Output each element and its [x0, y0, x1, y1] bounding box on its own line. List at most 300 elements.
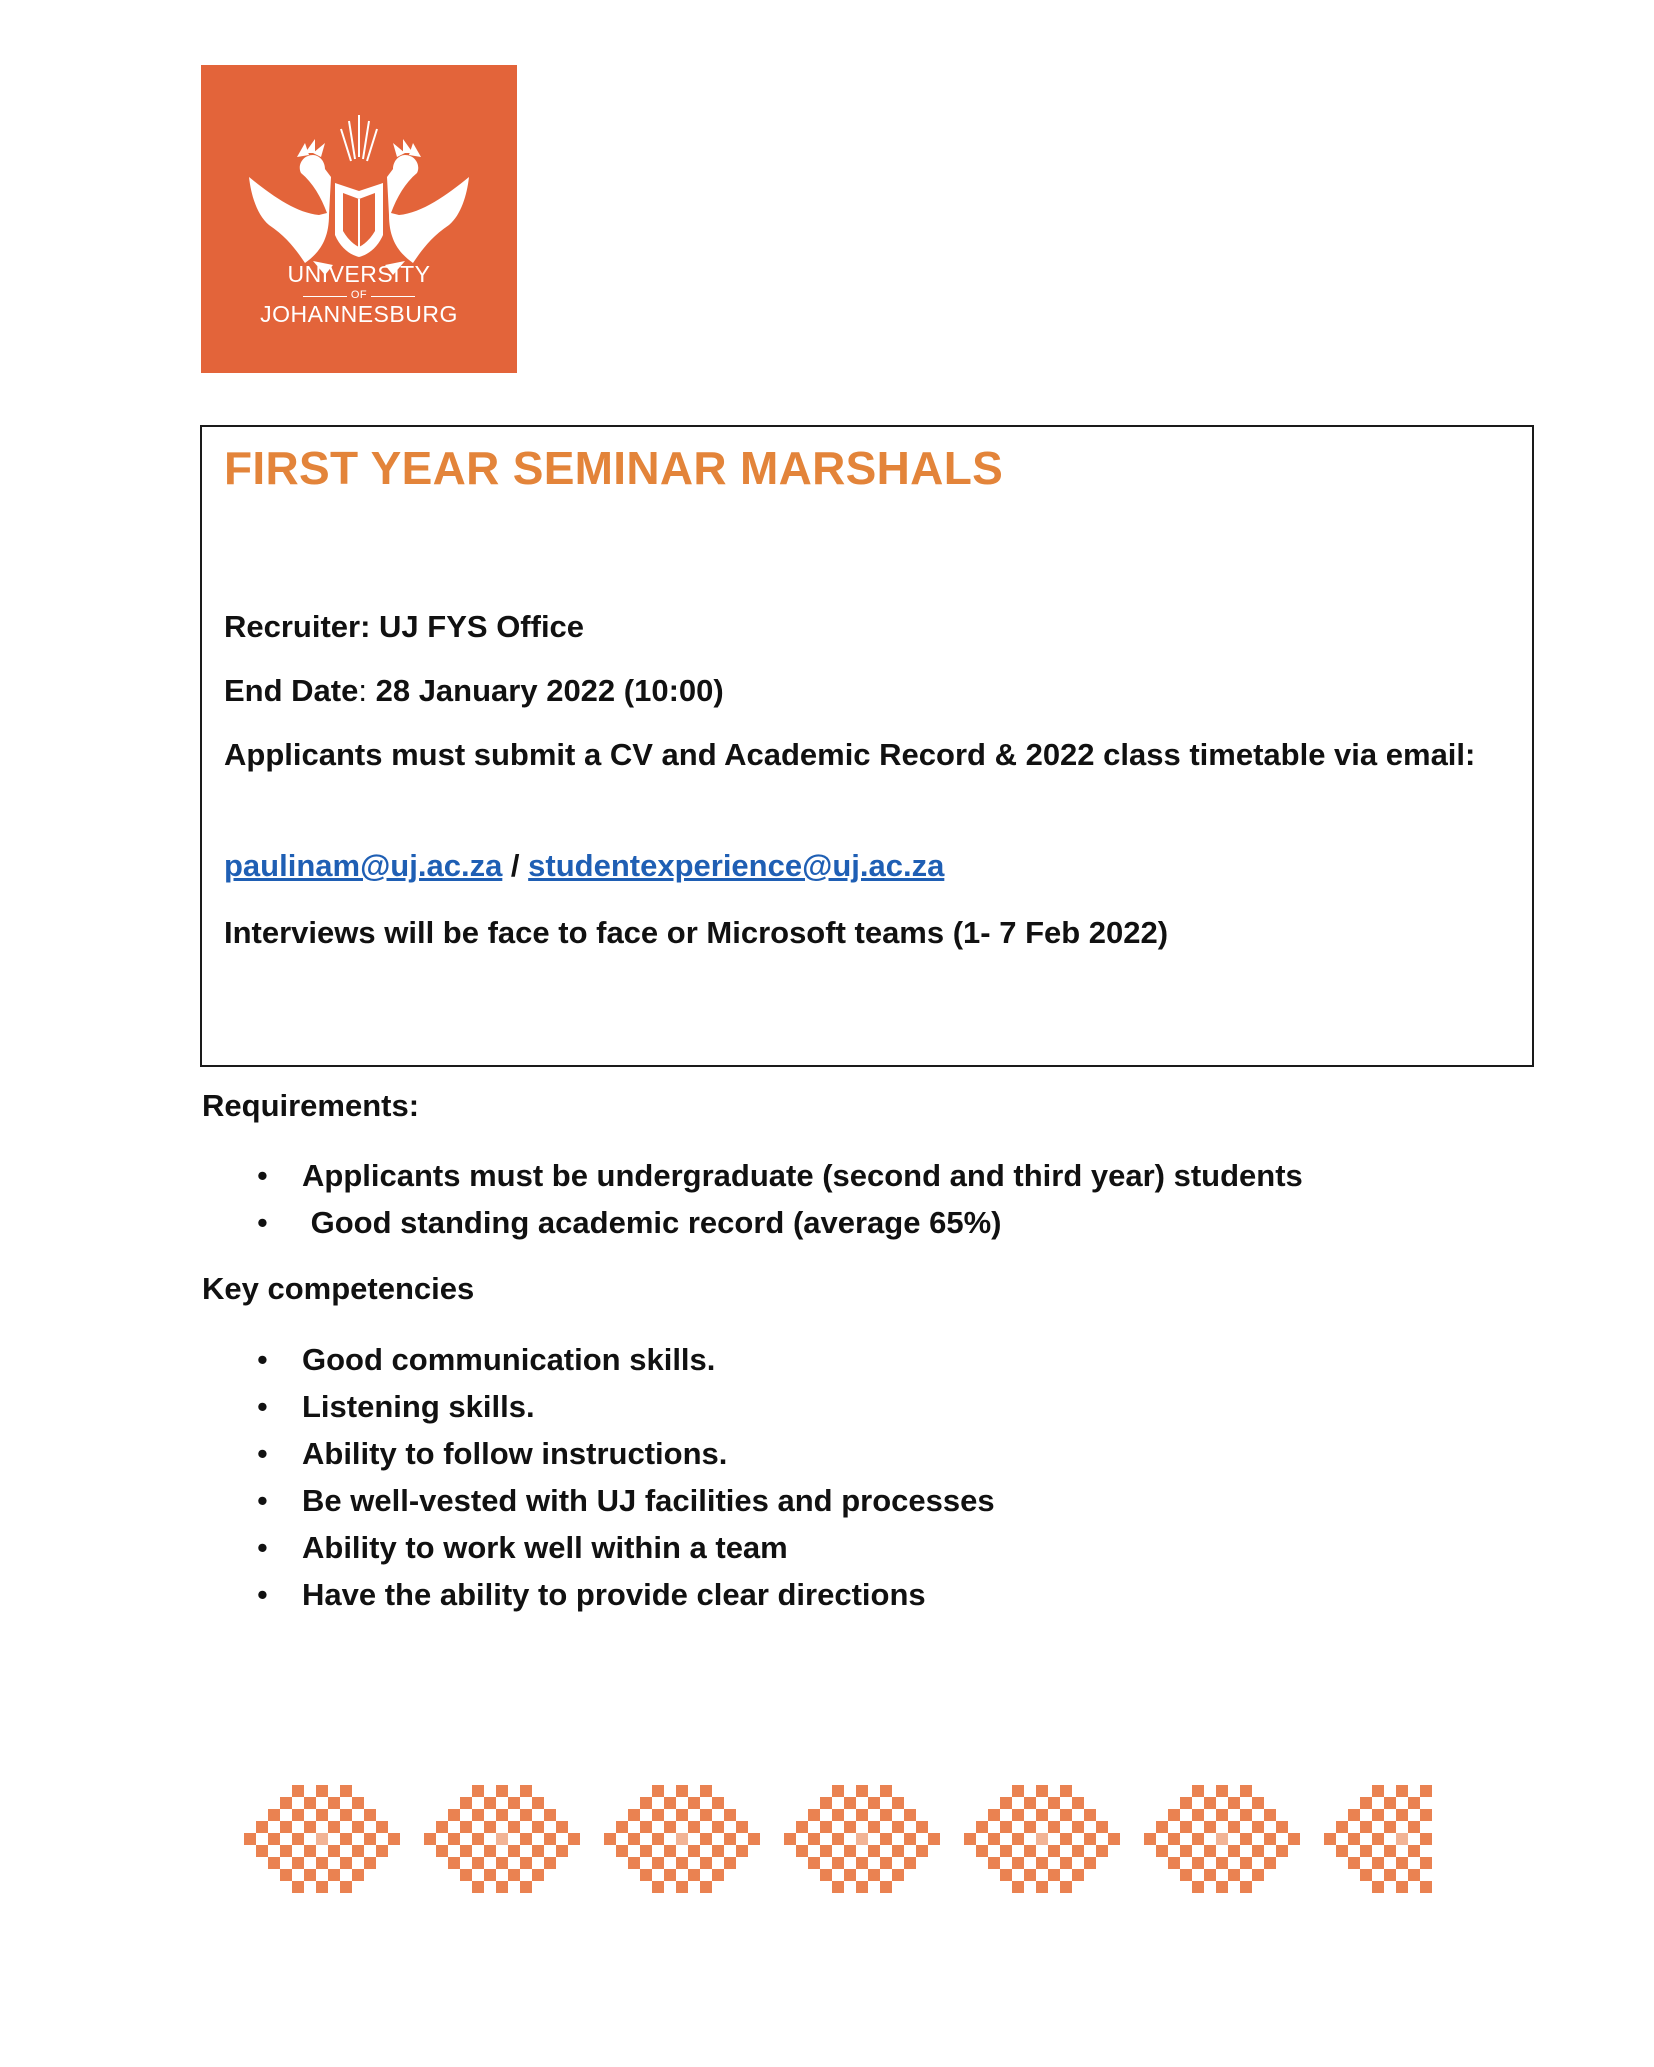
pattern-cell: [1192, 1809, 1204, 1821]
pattern-cell: [1012, 1881, 1024, 1893]
pattern-cell: [508, 1869, 520, 1881]
pattern-cell: [676, 1833, 688, 1845]
pattern-cell: [472, 1833, 484, 1845]
pattern-cell: [1036, 1857, 1048, 1869]
pattern-cell: [988, 1857, 1000, 1869]
pattern-cell: [1072, 1845, 1084, 1857]
bullet: •: [257, 1389, 268, 1424]
pattern-cell: [832, 1785, 844, 1797]
pattern-cell: [1216, 1833, 1228, 1845]
pattern-cell: [316, 1881, 328, 1893]
pattern-cell: [1240, 1857, 1252, 1869]
pattern-cell: [1072, 1869, 1084, 1881]
pattern-cell: [880, 1785, 892, 1797]
pattern-cell: [556, 1845, 568, 1857]
pattern-cell: [1168, 1857, 1180, 1869]
pattern-cell: [448, 1857, 460, 1869]
end-date-value: 28 January 2022 (10:00): [375, 673, 724, 708]
pattern-cell: [1048, 1845, 1060, 1857]
pattern-cell: [676, 1857, 688, 1869]
requirements-list: [202, 1152, 1502, 1246]
pattern-cell: [268, 1809, 280, 1821]
pattern-cell: [724, 1809, 736, 1821]
pattern-cell: [460, 1845, 472, 1857]
pattern-cell: [280, 1797, 292, 1809]
pattern-cell: [292, 1833, 304, 1845]
pattern-cell: [520, 1833, 532, 1845]
pattern-cell: [460, 1869, 472, 1881]
pattern-cell: [280, 1869, 292, 1881]
pattern-cell: [880, 1857, 892, 1869]
pattern-cell: [1276, 1845, 1288, 1857]
pattern-cell: [1360, 1845, 1372, 1857]
pattern-cell: [712, 1845, 724, 1857]
list-item: • Ability to work well within a team: [202, 1524, 1502, 1571]
pattern-cell: [904, 1809, 916, 1821]
submission-instructions: Applicants must submit a CV and Academic Record & 2022 class timetable via email:: [224, 737, 1476, 772]
pattern-cell: [976, 1845, 988, 1857]
pattern-cell: [1000, 1869, 1012, 1881]
pattern-cell: [1324, 1833, 1336, 1845]
pattern-cell: [640, 1821, 652, 1833]
pattern-cell: [688, 1845, 700, 1857]
pattern-cell: [1372, 1785, 1384, 1797]
bullet: •: [257, 1530, 268, 1565]
page-title: FIRST YEAR SEMINAR MARSHALS: [224, 442, 1004, 494]
pattern-cell: [1252, 1845, 1264, 1857]
pattern-cell: [1036, 1881, 1048, 1893]
pattern-cell: [1420, 1785, 1432, 1797]
pattern-cell: [844, 1845, 856, 1857]
pattern-cell: [1012, 1857, 1024, 1869]
pattern-cell: [724, 1857, 736, 1869]
list-item: • Have the ability to provide clear directions: [202, 1571, 1502, 1618]
pattern-cell: [292, 1809, 304, 1821]
pattern-cell: [1408, 1869, 1420, 1881]
pattern-cell: [340, 1785, 352, 1797]
pattern-cell: [1180, 1845, 1192, 1857]
pattern-cell: [1264, 1809, 1276, 1821]
pattern-cell: [1228, 1797, 1240, 1809]
pattern-cell: [1024, 1821, 1036, 1833]
pattern-cell: [844, 1821, 856, 1833]
pattern-cell: [796, 1821, 808, 1833]
pattern-cell: [484, 1845, 496, 1857]
requirements-heading: Requirements:: [202, 1088, 420, 1123]
pattern-cell: [1384, 1869, 1396, 1881]
pattern-cell: [256, 1845, 268, 1857]
pattern-cell: [712, 1797, 724, 1809]
logo-line-johannesburg: JOHANNESBURG: [260, 301, 458, 327]
pattern-cell: [1024, 1869, 1036, 1881]
pattern-cell: [1192, 1785, 1204, 1797]
pattern-cell: [892, 1821, 904, 1833]
pattern-cell: [1360, 1797, 1372, 1809]
pattern-cell: [316, 1833, 328, 1845]
pattern-cell: [316, 1857, 328, 1869]
pattern-cell: [1396, 1833, 1408, 1845]
pattern-cell: [1084, 1809, 1096, 1821]
logo-rule-right: [371, 296, 415, 297]
pattern-cell: [832, 1809, 844, 1821]
pattern-cell: [1252, 1797, 1264, 1809]
pattern-cell: [1420, 1833, 1432, 1845]
pattern-cell: [292, 1881, 304, 1893]
pattern-cell: [688, 1869, 700, 1881]
pattern-cell: [1036, 1833, 1048, 1845]
pattern-cell: [328, 1869, 340, 1881]
pattern-cell: [520, 1785, 532, 1797]
pattern-cell: [496, 1785, 508, 1797]
pattern-cell: [352, 1869, 364, 1881]
competencies-list: [202, 1336, 1502, 1618]
pattern-cell: [508, 1797, 520, 1809]
pattern-cell: [856, 1785, 868, 1797]
pattern-cell: [304, 1797, 316, 1809]
pattern-cell: [1360, 1821, 1372, 1833]
pattern-cell: [988, 1833, 1000, 1845]
pattern-cell: [268, 1833, 280, 1845]
interviews-line: Interviews will be face to face or Microsoft teams (1- 7 Feb 2022): [224, 915, 1169, 950]
list-item: • Good communication skills.: [202, 1336, 1502, 1383]
pattern-cell: [1264, 1857, 1276, 1869]
pattern-cell: [1072, 1821, 1084, 1833]
pattern-cell: [1060, 1785, 1072, 1797]
pattern-cell: [520, 1857, 532, 1869]
pattern-cell: [316, 1809, 328, 1821]
pattern-cell: [700, 1833, 712, 1845]
pattern-cell: [1252, 1869, 1264, 1881]
pattern-cell: [700, 1785, 712, 1797]
pattern-cell: [1168, 1809, 1180, 1821]
list-item: • Ability to follow instructions.: [202, 1430, 1502, 1477]
pattern-cell: [388, 1833, 400, 1845]
pattern-cell: [1420, 1881, 1432, 1893]
pattern-cell: [1384, 1845, 1396, 1857]
pattern-cell: [1108, 1833, 1120, 1845]
pattern-cell: [1264, 1833, 1276, 1845]
pattern-cell: [1180, 1869, 1192, 1881]
pattern-cell: [1408, 1797, 1420, 1809]
pattern-cell: [664, 1869, 676, 1881]
pattern-cell: [496, 1881, 508, 1893]
pattern-cell: [472, 1881, 484, 1893]
pattern-cell: [544, 1809, 556, 1821]
pattern-cell: [328, 1845, 340, 1857]
pattern-cell: [784, 1833, 796, 1845]
pattern-cell: [340, 1857, 352, 1869]
pattern-cell: [1000, 1845, 1012, 1857]
pattern-cell: [1204, 1821, 1216, 1833]
list-item: • Be well-vested with UJ facilities and processes: [202, 1477, 1502, 1524]
pattern-cell: [700, 1881, 712, 1893]
pattern-cell: [340, 1881, 352, 1893]
pattern-cell: [676, 1881, 688, 1893]
pattern-cell: [652, 1809, 664, 1821]
pattern-cell: [820, 1797, 832, 1809]
pattern-cell: [700, 1809, 712, 1821]
pattern-cell: [688, 1821, 700, 1833]
pattern-cell: [1192, 1857, 1204, 1869]
pattern-cell: [832, 1857, 844, 1869]
pattern-cell: [820, 1845, 832, 1857]
end-date-line: [224, 669, 1504, 713]
pattern-cell: [1228, 1845, 1240, 1857]
pattern-cell: [460, 1821, 472, 1833]
pattern-cell: [1024, 1845, 1036, 1857]
pattern-cell: [1420, 1809, 1432, 1821]
pattern-cell: [1288, 1833, 1300, 1845]
pattern-cell: [616, 1845, 628, 1857]
pattern-cell: [1228, 1869, 1240, 1881]
pattern-cell: [868, 1821, 880, 1833]
pattern-cell: [544, 1857, 556, 1869]
pattern-cell: [472, 1809, 484, 1821]
pattern-cell: [748, 1833, 760, 1845]
pattern-cell: [472, 1785, 484, 1797]
logo-line-of: OF: [350, 289, 368, 301]
pattern-cell: [892, 1797, 904, 1809]
pattern-cell: [328, 1821, 340, 1833]
pattern-cell: [1372, 1833, 1384, 1845]
pattern-cell: [832, 1881, 844, 1893]
pattern-cell: [976, 1821, 988, 1833]
pattern-cell: [1240, 1785, 1252, 1797]
pattern-cell: [964, 1833, 976, 1845]
end-date-separator: :: [358, 673, 376, 708]
pattern-cell: [808, 1857, 820, 1869]
bullet: •: [257, 1436, 268, 1471]
pattern-cell: [1396, 1857, 1408, 1869]
pattern-cell: [628, 1833, 640, 1845]
pattern-cell: [1252, 1821, 1264, 1833]
pattern-cell: [484, 1869, 496, 1881]
pattern-cell: [1036, 1809, 1048, 1821]
pattern-cell: [664, 1845, 676, 1857]
pattern-cell: [472, 1857, 484, 1869]
pattern-cell: [376, 1845, 388, 1857]
pattern-cell: [532, 1869, 544, 1881]
pattern-cell: [1372, 1881, 1384, 1893]
pattern-cell: [1240, 1881, 1252, 1893]
pattern-cell: [448, 1833, 460, 1845]
pattern-cell: [856, 1857, 868, 1869]
pattern-cell: [928, 1833, 940, 1845]
pattern-cell: [1168, 1833, 1180, 1845]
pattern-cell: [292, 1857, 304, 1869]
pattern-cell: [1024, 1797, 1036, 1809]
pattern-cell: [1012, 1785, 1024, 1797]
list-item: • Good standing academic record (average 65%): [202, 1199, 1502, 1246]
list-item: • Applicants must be undergraduate (second and third year) students: [202, 1152, 1502, 1199]
email-line: [224, 844, 1504, 888]
email-separator: /: [502, 848, 529, 883]
pattern-cell: [484, 1821, 496, 1833]
pattern-cell: [496, 1833, 508, 1845]
pattern-cell: [352, 1797, 364, 1809]
pattern-cell: [820, 1869, 832, 1881]
pattern-cell: [808, 1833, 820, 1845]
pattern-cell: [268, 1857, 280, 1869]
pattern-cell: [604, 1833, 616, 1845]
pattern-cell: [700, 1857, 712, 1869]
pattern-cell: [1180, 1821, 1192, 1833]
pattern-cell: [520, 1881, 532, 1893]
pattern-cell: [520, 1809, 532, 1821]
pattern-cell: [1012, 1809, 1024, 1821]
pattern-cell: [1276, 1821, 1288, 1833]
pattern-cell: [1096, 1821, 1108, 1833]
pattern-cell: [364, 1857, 376, 1869]
bullet: •: [257, 1158, 268, 1193]
pattern-cell: [376, 1821, 388, 1833]
pattern-cell: [868, 1869, 880, 1881]
competencies-heading: Key competencies: [202, 1271, 475, 1306]
job-info-box: [200, 425, 1534, 1067]
recruiter-label: Recruiter:: [224, 609, 380, 644]
pattern-cell: [1156, 1821, 1168, 1833]
pattern-cell: [1204, 1869, 1216, 1881]
pattern-cell: [508, 1821, 520, 1833]
pattern-cell: [1348, 1833, 1360, 1845]
pattern-cell: [736, 1845, 748, 1857]
pattern-cell: [664, 1821, 676, 1833]
pattern-cell: [340, 1809, 352, 1821]
pattern-cell: [1336, 1821, 1348, 1833]
pattern-cell: [1216, 1857, 1228, 1869]
logo-line-university: UNIVERSITY: [287, 261, 431, 287]
email-link-paulinam[interactable]: paulinam@uj.ac.za: [224, 848, 503, 883]
pattern-cell: [496, 1857, 508, 1869]
pattern-cell: [304, 1821, 316, 1833]
pattern-cell: [1048, 1821, 1060, 1833]
pattern-cell: [904, 1833, 916, 1845]
pattern-cell: [568, 1833, 580, 1845]
pattern-cell: [736, 1821, 748, 1833]
pattern-cell: [1192, 1881, 1204, 1893]
pattern-cell: [1096, 1845, 1108, 1857]
pattern-cell: [652, 1785, 664, 1797]
pattern-cell: [1000, 1821, 1012, 1833]
pattern-cell: [652, 1881, 664, 1893]
bullet: •: [257, 1483, 268, 1518]
pattern-cell: [256, 1821, 268, 1833]
pattern-cell: [832, 1833, 844, 1845]
pattern-cell: [1048, 1797, 1060, 1809]
pattern-cell: [676, 1809, 688, 1821]
pattern-cell: [304, 1869, 316, 1881]
pattern-cell: [280, 1845, 292, 1857]
pattern-cell: [652, 1833, 664, 1845]
bullet: •: [257, 1577, 268, 1612]
pattern-cell: [1408, 1845, 1420, 1857]
pattern-cell: [328, 1797, 340, 1809]
pattern-cell: [844, 1869, 856, 1881]
pattern-cell: [436, 1821, 448, 1833]
pattern-cell: [1384, 1797, 1396, 1809]
pattern-cell: [916, 1845, 928, 1857]
pattern-cell: [1000, 1797, 1012, 1809]
pattern-cell: [1084, 1833, 1096, 1845]
pattern-cell: [796, 1845, 808, 1857]
pattern-cell: [1372, 1857, 1384, 1869]
pattern-cell: [640, 1869, 652, 1881]
pattern-cell: [340, 1833, 352, 1845]
pattern-cell: [484, 1797, 496, 1809]
pattern-cell: [364, 1833, 376, 1845]
pattern-cell: [1084, 1857, 1096, 1869]
pattern-cell: [1408, 1821, 1420, 1833]
pattern-cell: [1204, 1797, 1216, 1809]
pattern-cell: [868, 1845, 880, 1857]
pattern-cell: [352, 1821, 364, 1833]
pattern-cell: [1012, 1833, 1024, 1845]
pattern-cell: [1228, 1821, 1240, 1833]
pattern-cell: [1072, 1797, 1084, 1809]
pattern-cell: [460, 1797, 472, 1809]
pattern-cell: [712, 1821, 724, 1833]
pattern-cell: [1348, 1809, 1360, 1821]
pattern-cell: [880, 1833, 892, 1845]
pattern-cell: [1144, 1833, 1156, 1845]
pattern-cell: [532, 1797, 544, 1809]
pattern-cell: [856, 1809, 868, 1821]
pattern-cell: [352, 1845, 364, 1857]
pattern-cell: [880, 1809, 892, 1821]
pattern-cell: [1360, 1869, 1372, 1881]
pattern-cell: [316, 1785, 328, 1797]
recruiter-value: UJ FYS Office: [379, 609, 585, 644]
pattern-cell: [532, 1845, 544, 1857]
bullet: •: [257, 1342, 268, 1377]
pattern-cell: [868, 1797, 880, 1809]
pattern-cell: [1348, 1857, 1360, 1869]
pattern-cell: [1396, 1881, 1408, 1893]
pattern-cell: [1240, 1809, 1252, 1821]
pattern-cell: [292, 1785, 304, 1797]
pattern-cell: [616, 1821, 628, 1833]
pattern-cell: [556, 1821, 568, 1833]
email-link-studentexperience[interactable]: studentexperience@uj.ac.za: [528, 848, 945, 883]
pattern-cell: [436, 1845, 448, 1857]
pattern-cell: [508, 1845, 520, 1857]
pattern-cell: [640, 1845, 652, 1857]
decorative-pattern-band: [232, 1785, 1432, 1895]
pattern-cell: [652, 1857, 664, 1869]
pattern-cell: [1216, 1881, 1228, 1893]
pattern-cell: [988, 1809, 1000, 1821]
pattern-cell: [1036, 1785, 1048, 1797]
pattern-cell: [1396, 1785, 1408, 1797]
pattern-cell: [1192, 1833, 1204, 1845]
pattern-cell: [532, 1821, 544, 1833]
pattern-cell: [244, 1833, 256, 1845]
pattern-cell: [628, 1809, 640, 1821]
pattern-cell: [496, 1809, 508, 1821]
pattern-cell: [904, 1857, 916, 1869]
pattern-cell: [1420, 1857, 1432, 1869]
pattern-cell: [1372, 1809, 1384, 1821]
pattern-cell: [724, 1833, 736, 1845]
pattern-cell: [1396, 1809, 1408, 1821]
pattern-cell: [1204, 1845, 1216, 1857]
pattern-cell: [544, 1833, 556, 1845]
pattern-cell: [1384, 1821, 1396, 1833]
pattern-cell: [892, 1845, 904, 1857]
pattern-cell: [448, 1809, 460, 1821]
pattern-cell: [1156, 1845, 1168, 1857]
pattern-cell: [424, 1833, 436, 1845]
